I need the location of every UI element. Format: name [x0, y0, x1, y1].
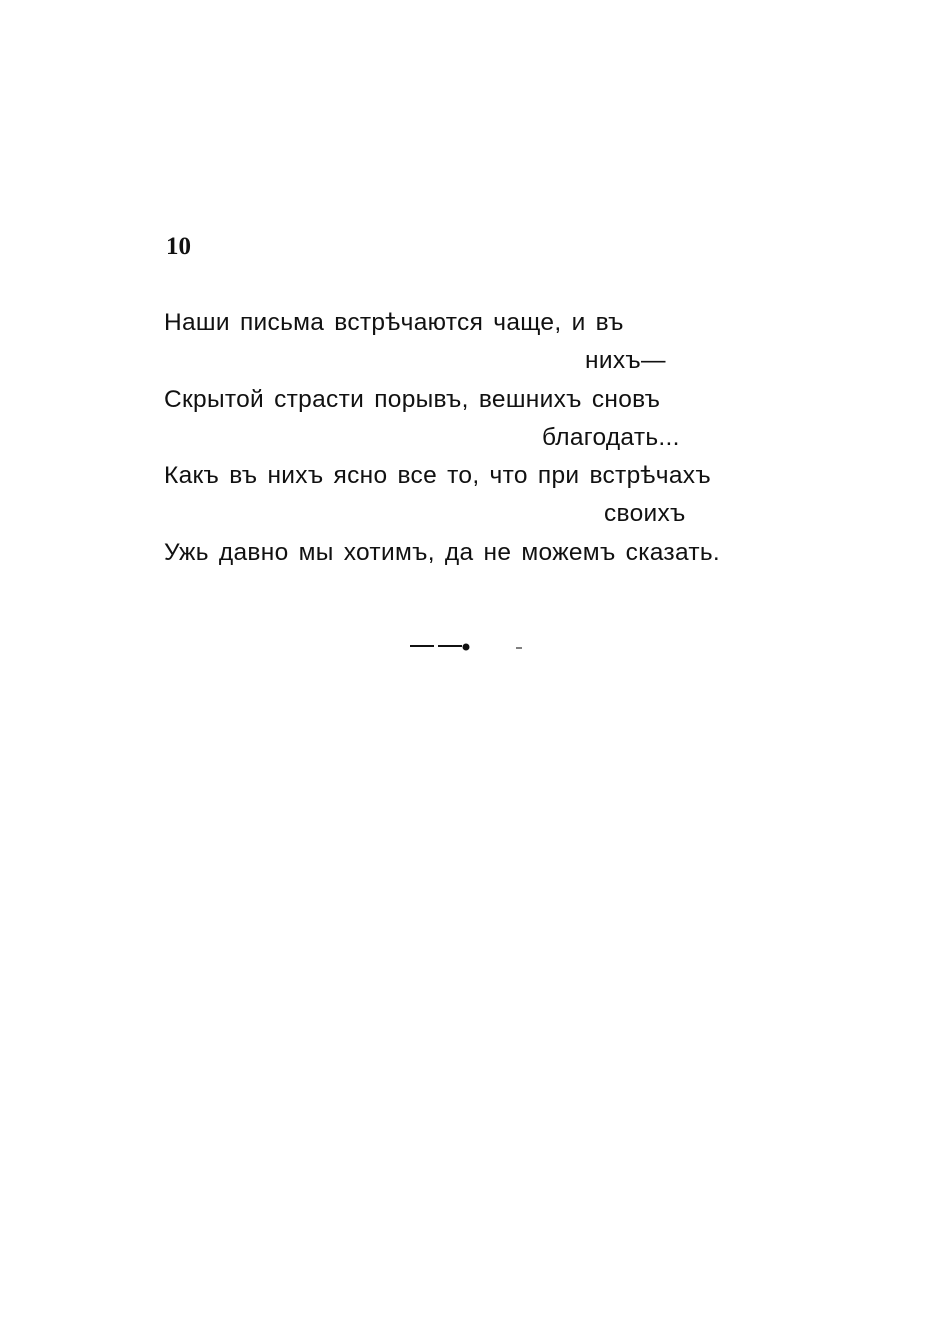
poem-line-continuation: нихъ— — [585, 347, 666, 374]
poem-line: Скрытой страсти порывъ, вешнихъ сновъ — [164, 386, 661, 413]
dash-dot-ornament-icon — [408, 640, 528, 654]
poem-line: Наши письма встрѣчаются чаще, и въ — [164, 309, 624, 336]
page-number: 10 — [166, 233, 191, 260]
poem-line: Ужь давно мы хотимъ, да не можемъ сказать. — [164, 539, 721, 566]
poem-line-continuation: своихъ — [604, 500, 686, 527]
poem-line: Какъ въ нихъ ясно все то, что при встрѣчахъ — [164, 462, 711, 489]
poem-line-continuation: благодать... — [542, 424, 680, 451]
